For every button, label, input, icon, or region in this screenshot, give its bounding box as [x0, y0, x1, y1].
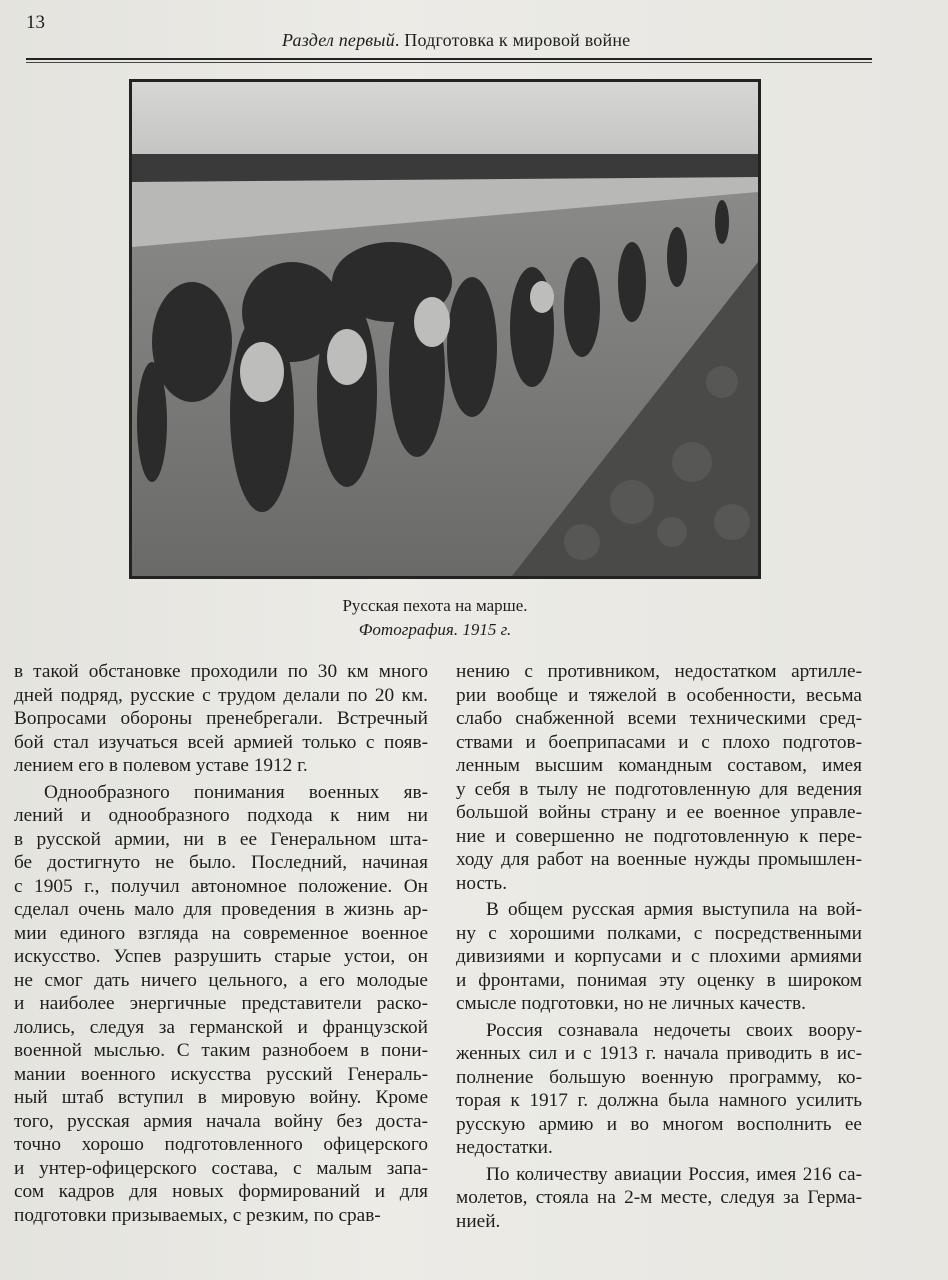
text-line: ность.: [456, 872, 508, 894]
text-line: лением его в полевом уставе 1912 г.: [14, 755, 308, 776]
text-line: сом кадров для новых формирований и для: [14, 1181, 428, 1202]
text-line: лений и однообразного подхода к ним ни: [14, 805, 428, 826]
figure-caption-title: Русская пехота на марше.: [342, 596, 528, 615]
text-line: с 1905 г., получил автономное положение. Он: [14, 875, 428, 897]
text-column-left: [14, 660, 428, 1230]
paragraph: [456, 660, 862, 895]
text-line: торая к 1917 г. должна была намного усилить: [456, 1090, 862, 1111]
infantry-march-photo: [129, 79, 761, 579]
paragraph: [14, 660, 428, 778]
text-line: бой стал изучаться всей армией только с появ-: [14, 731, 428, 753]
text-line: в такой обстановке проходили по 30 км много: [14, 661, 428, 682]
text-line: ние и совершенно не подготовленную к пере-: [456, 825, 862, 847]
text-line: лолись, следуя за германской и французской: [14, 1016, 428, 1038]
text-line: рии вообще и тяжелой в особенности, весьма: [456, 684, 862, 706]
text-line: нией.: [456, 1210, 501, 1232]
page-number: 13: [26, 12, 45, 33]
paragraph: [456, 1019, 862, 1160]
header-rule: [26, 58, 872, 60]
section-label: Раздел первый: [282, 30, 395, 50]
text-line: дивизиями и корпусами и с плохими армиями: [456, 946, 862, 967]
text-line: русскую армию и во многом восполнить ее: [456, 1113, 862, 1135]
text-column-right: [456, 660, 862, 1236]
text-line: бе достигнуто не было. Последний, начиная: [14, 852, 428, 873]
paragraph: [456, 1163, 862, 1234]
text-line: мии единого взгляда на современное военное: [14, 922, 428, 944]
text-line: Однообразного понимания военных яв-: [44, 781, 428, 803]
text-line: дней подряд, русские с трудом делали по 20 км.: [14, 684, 428, 706]
text-line: того, русская армия начала войну без доста-: [14, 1110, 428, 1132]
text-line: и наиболее энергичные представители раско-: [14, 993, 428, 1014]
text-line: нению с противником, недостатком артилле-: [456, 661, 862, 682]
text-line: Вопросами обороны пренебрегали. Встречный: [14, 708, 428, 729]
text-line: не смог дать ничего цельного, а его молодые: [14, 969, 428, 991]
text-line: ходу для работ на военные нужды промышлен-: [456, 849, 862, 870]
text-line: Россия сознавала недочеты своих воору-: [486, 1019, 862, 1041]
text-line: искусство. Успев разрушить старые устои, он: [14, 946, 428, 967]
text-line: сделал очень мало для проведения в жизнь ар-: [14, 899, 428, 920]
text-line: ленным высшим командным составом, имея: [456, 755, 862, 776]
text-line: недостатки.: [456, 1137, 553, 1158]
text-line: молетов, стояла на 2-м месте, следуя за Герма-: [456, 1187, 862, 1208]
text-line: полнение большую военную программу, ко-: [456, 1066, 862, 1088]
text-line: мании военного искусства русский Генераль-: [14, 1063, 428, 1085]
text-line: и унтер-офицерского состава, с малым запа-: [14, 1157, 428, 1179]
text-line: ну с хорошими полками, с посредственными: [456, 922, 862, 944]
text-line: женных сил и с 1913 г. начала приводить в ис-: [456, 1043, 862, 1064]
paragraph: [456, 898, 862, 1016]
running-header: [282, 30, 630, 51]
chapter-title: . Подготовка к мировой войне: [394, 30, 631, 50]
figure-caption-source: Фотография. 1915 г.: [358, 620, 512, 639]
text-line: подготовки призываемых, с резким, по срав-: [14, 1204, 381, 1226]
text-line: большой войны страну и ее военное управле-: [456, 802, 862, 823]
text-line: точно хорошо подготовленного офицерского: [14, 1134, 428, 1155]
text-line: в русской армии, ни в ее Генеральном шта-: [14, 828, 428, 850]
text-line: смысле подготовки, но не личных качеств.: [456, 993, 806, 1014]
text-line: По количеству авиации Россия, имея 216 са-: [486, 1163, 862, 1185]
text-line: и фронтами, понимая эту оценку в широком: [456, 969, 862, 991]
text-line: В общем русская армия выступила на вой-: [486, 899, 862, 920]
paragraph: [14, 781, 428, 1228]
text-line: ствами и боеприпасами и с плохо подготов-: [456, 731, 862, 753]
text-line: у себя в тылу не подготовленную для ведения: [456, 778, 862, 800]
text-line: военной мыслью. С таким разнобоем в пони-: [14, 1040, 428, 1061]
text-line: ный штаб вступил в мировую войну. Кроме: [14, 1087, 428, 1108]
header-rule-thin: [26, 62, 872, 63]
text-line: слабо снабженной всеми техническими сред-: [456, 708, 862, 729]
